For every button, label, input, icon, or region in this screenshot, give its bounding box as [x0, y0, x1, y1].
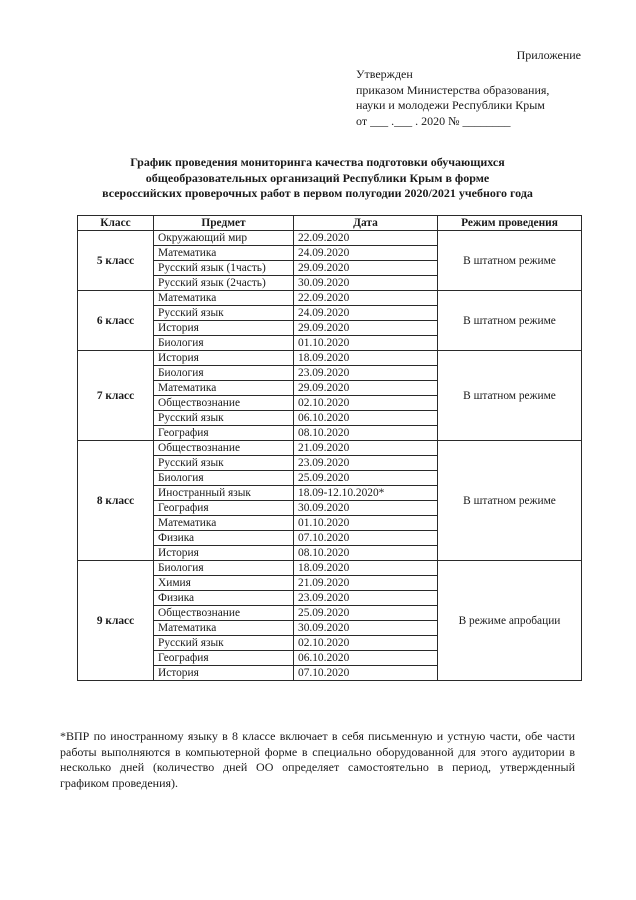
table-row [78, 441, 582, 456]
subject-cell: Русский язык [154, 456, 294, 471]
subject-cell: Русский язык (1часть) [154, 261, 294, 276]
date-cell: 29.09.2020 [294, 261, 438, 276]
approval-line: науки и молодежи Республики Крым [356, 98, 545, 112]
subject-cell: Химия [154, 576, 294, 591]
mode-cell: В штатном режиме [438, 231, 582, 291]
title-line: всероссийских проверочных работ в первом полугодии 2020/2021 учебного года [102, 186, 533, 200]
subject-cell: Математика [154, 516, 294, 531]
subject-cell: Математика [154, 291, 294, 306]
date-cell: 02.10.2020 [294, 396, 438, 411]
table-row [78, 351, 582, 366]
subject-cell: Биология [154, 336, 294, 351]
annex-label: Приложение [516, 48, 581, 62]
date-cell: 30.09.2020 [294, 276, 438, 291]
date-cell: 18.09.2020 [294, 351, 438, 366]
subject-cell: Русский язык (2часть) [154, 276, 294, 291]
table-row [78, 231, 582, 246]
subject-cell: География [154, 501, 294, 516]
subject-cell: Биология [154, 366, 294, 381]
date-cell: 22.09.2020 [294, 291, 438, 306]
date-cell: 24.09.2020 [294, 306, 438, 321]
subject-cell: География [154, 426, 294, 441]
subject-cell: Математика [154, 246, 294, 261]
subject-cell: Русский язык [154, 636, 294, 651]
date-cell: 25.09.2020 [294, 606, 438, 621]
date-cell: 01.10.2020 [294, 516, 438, 531]
date-cell: 18.09.2020 [294, 561, 438, 576]
table-header-row [78, 216, 582, 231]
class-cell: 8 класс [78, 441, 154, 561]
date-cell: 30.09.2020 [294, 621, 438, 636]
subject-cell: История [154, 351, 294, 366]
subject-cell: География [154, 651, 294, 666]
footnote: *ВПР по иностранному языку в 8 классе включает в себя письменную и устную части, обе части работы выполняются в компьютерной форме в специально оборудованной для этого аудитории в несколько дней (количество дней ОО определяет самостоятельно в период, утвержденный графиком проведения). [60, 729, 575, 790]
date-cell: 21.09.2020 [294, 441, 438, 456]
date-cell: 23.09.2020 [294, 366, 438, 381]
date-cell: 23.09.2020 [294, 591, 438, 606]
date-cell: 29.09.2020 [294, 381, 438, 396]
date-cell: 01.10.2020 [294, 336, 438, 351]
class-cell: 7 класс [78, 351, 154, 441]
subject-cell: Обществознание [154, 441, 294, 456]
subject-cell: История [154, 666, 294, 681]
subject-cell: Русский язык [154, 306, 294, 321]
class-cell: 6 класс [78, 291, 154, 351]
date-cell: 06.10.2020 [294, 651, 438, 666]
date-cell: 07.10.2020 [294, 531, 438, 546]
schedule-table [77, 215, 582, 681]
subject-cell: Русский язык [154, 411, 294, 426]
subject-cell: Физика [154, 591, 294, 606]
mode-cell: В штатном режиме [438, 441, 582, 561]
mode-cell: В штатном режиме [438, 351, 582, 441]
date-cell: 30.09.2020 [294, 501, 438, 516]
mode-cell: В штатном режиме [438, 291, 582, 351]
date-cell: 22.09.2020 [294, 231, 438, 246]
title-line: общеобразовательных организаций Республики Крым в форме [145, 170, 490, 185]
subject-cell: История [154, 321, 294, 336]
date-cell: 29.09.2020 [294, 321, 438, 336]
schedule-body [78, 231, 582, 681]
approval-line: приказом Министерства образования, [356, 82, 550, 97]
subject-cell: Биология [154, 471, 294, 486]
column-header-mode: Режим проведения [438, 216, 582, 231]
table-row [78, 561, 582, 576]
date-cell: 21.09.2020 [294, 576, 438, 591]
date-cell: 06.10.2020 [294, 411, 438, 426]
date-cell: 25.09.2020 [294, 471, 438, 486]
date-cell: 24.09.2020 [294, 246, 438, 261]
date-cell: 07.10.2020 [294, 666, 438, 681]
subject-cell: Окружающий мир [154, 231, 294, 246]
document-title [60, 155, 575, 202]
table-row [78, 291, 582, 306]
date-cell: 18.09-12.10.2020* [294, 486, 438, 501]
date-cell: 23.09.2020 [294, 456, 438, 471]
date-cell: 08.10.2020 [294, 426, 438, 441]
subject-cell: Биология [154, 561, 294, 576]
subject-cell: Математика [154, 621, 294, 636]
approval-line: от ___ .___ . 2020 № ________ [356, 113, 511, 128]
approval-block [356, 67, 606, 129]
approval-line: Утвержден [356, 67, 413, 81]
date-cell: 08.10.2020 [294, 546, 438, 561]
subject-cell: История [154, 546, 294, 561]
subject-cell: Математика [154, 381, 294, 396]
column-header-date: Дата [294, 216, 438, 231]
class-cell: 5 класс [78, 231, 154, 291]
column-header-subject: Предмет [154, 216, 294, 231]
subject-cell: Обществознание [154, 606, 294, 621]
subject-cell: Обществознание [154, 396, 294, 411]
class-cell: 9 класс [78, 561, 154, 681]
column-header-class: Класс [78, 216, 154, 231]
subject-cell: Иностранный язык [154, 486, 294, 501]
date-cell: 02.10.2020 [294, 636, 438, 651]
mode-cell: В режиме апробации [438, 561, 582, 681]
subject-cell: Физика [154, 531, 294, 546]
title-line: График проведения мониторинга качества подготовки обучающихся [130, 155, 505, 169]
